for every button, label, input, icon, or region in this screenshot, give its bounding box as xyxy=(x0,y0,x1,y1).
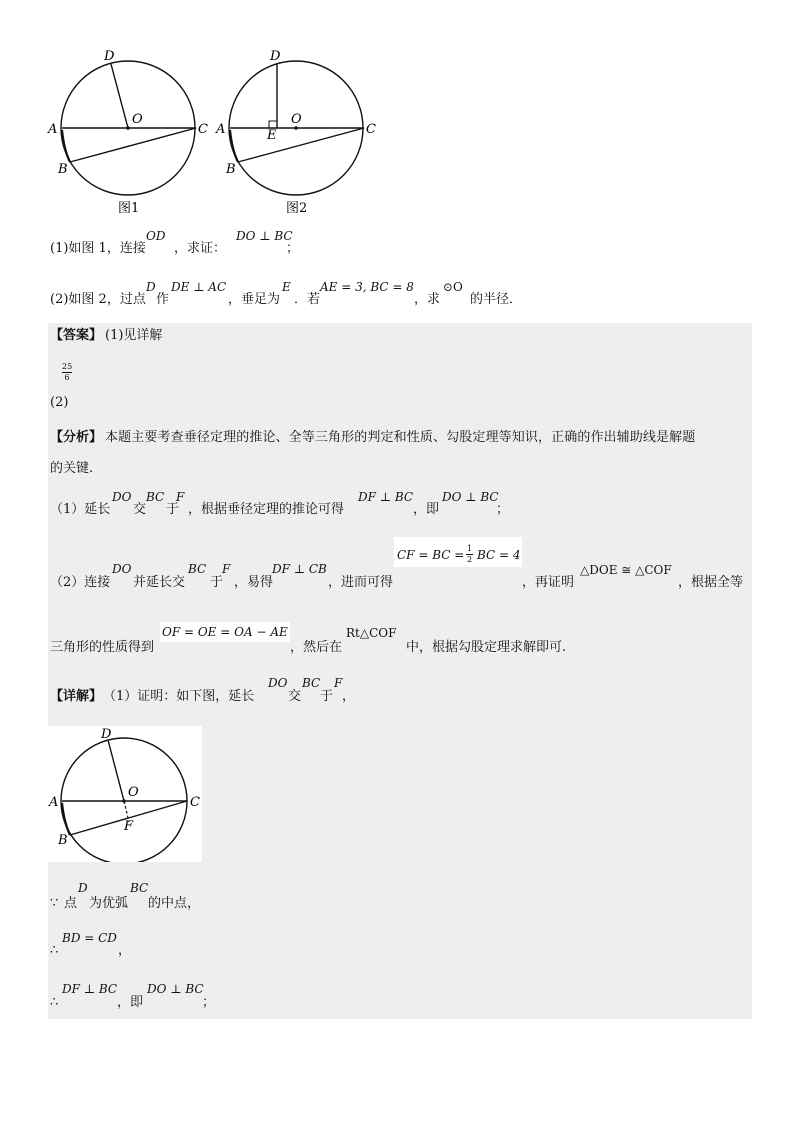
analysis-p1-t4: ，根据垂径定理的推论可得 xyxy=(188,502,345,517)
fig3-label-b: B xyxy=(58,833,68,848)
q1-text-b: ，求证： xyxy=(174,241,227,256)
detail-t3: 于 xyxy=(320,689,334,704)
q1-math-b: DO ⊥ BC xyxy=(236,229,293,243)
fig2-caption: 图2 xyxy=(286,201,308,216)
detail-s1-t3: 的中点， xyxy=(148,896,201,911)
detail-s3-t1: ，即 xyxy=(117,995,144,1010)
analysis-p2-m5a: CF = BC = xyxy=(397,548,465,562)
fig3-label-a: A xyxy=(49,795,59,810)
analysis-p2-t10: 中，根据勾股定理求解即可. xyxy=(406,640,567,655)
fig1-label-b: B xyxy=(58,162,68,177)
analysis-p2-half xyxy=(466,544,473,565)
fig2-label-c: C xyxy=(366,122,376,137)
analysis-p1-t2: 交 xyxy=(133,502,147,517)
detail-s3-t2: ； xyxy=(202,995,216,1010)
analysis-p2-m7: OF = OE = OA − AE xyxy=(162,625,288,639)
fig3-label-d: D xyxy=(101,727,112,742)
analysis-p1-t6: ； xyxy=(496,502,510,517)
fig2-label-e: E xyxy=(267,128,277,143)
analysis-p1-t5: ，即 xyxy=(413,502,440,517)
analysis-p2-t3: 于 xyxy=(210,575,224,590)
q2-math-b: DE ⊥ AC xyxy=(171,280,227,294)
detail-m3: F xyxy=(334,676,343,690)
analysis-p2-m4: DF ⊥ CB xyxy=(272,562,327,576)
detail-m1: DO xyxy=(268,676,288,690)
q2-text-d: ．若 xyxy=(294,292,321,307)
answer-label: 【答案】 xyxy=(50,328,103,343)
analysis-p2-m2: BC xyxy=(188,562,207,576)
analysis-p2-half-num: 1 xyxy=(466,544,473,553)
q2-math-c: E xyxy=(282,280,291,294)
analysis-p2-t9: ，然后在 xyxy=(290,640,343,655)
detail-s1-sym: ∵ xyxy=(50,896,59,911)
detail-m2: BC xyxy=(302,676,321,690)
q2-text-a: (2)如图 2，过点 xyxy=(50,292,146,307)
fig2-label-d: D xyxy=(270,49,281,64)
analysis-p1-t3: 于 xyxy=(166,502,180,517)
q1-math-a: OD xyxy=(146,229,166,243)
q2-text-e: ，求 xyxy=(414,292,441,307)
fig1-caption: 图1 xyxy=(118,201,140,216)
analysis-p2-t7: ，根据全等 xyxy=(678,575,744,590)
detail-s1-m1: D xyxy=(78,881,88,895)
analysis-line1: 本题主要考查垂径定理的推论、全等三角形的判定和性质、勾股定理等知识，正确的作出辅助线是解题 xyxy=(105,430,696,445)
figure-2 xyxy=(208,40,388,220)
detail-label: 【详解】 xyxy=(50,689,103,704)
q2-text-b: 作 xyxy=(156,292,170,307)
analysis-p1-t1: （1）延长 xyxy=(50,502,111,517)
detail-s3-m2: DO ⊥ BC xyxy=(147,982,204,996)
analysis-p2-t6: ，再证明 xyxy=(522,575,575,590)
fig3-label-c: C xyxy=(190,795,200,810)
q1-text-a: (1)如图 1，连接 xyxy=(50,241,146,256)
answer-fraction xyxy=(62,362,72,383)
q1-text-c: ； xyxy=(286,241,300,256)
detail-s3-sym: ∴ xyxy=(50,995,59,1010)
detail-s2-sym: ∴ xyxy=(50,943,59,958)
analysis-line2: 的关键. xyxy=(50,461,94,476)
analysis-p2-t1: （2）连接 xyxy=(50,575,111,590)
q2-math-a: D xyxy=(146,280,156,294)
q2-text-f: 的半径． xyxy=(470,292,523,307)
analysis-p2-m5b: BC = 4 xyxy=(477,548,521,562)
figure-1 xyxy=(40,40,220,220)
fig2-label-o: O xyxy=(291,112,302,127)
analysis-p2-t5: ，进而可得 xyxy=(328,575,394,590)
fig2-label-b: B xyxy=(226,162,236,177)
answer-fraction-num: 25 xyxy=(62,362,73,371)
fig3-label-f: F xyxy=(124,819,134,834)
fig2-label-a: A xyxy=(216,122,226,137)
detail-t1: （1）证明：如下图，延长 xyxy=(103,689,255,704)
analysis-p1-m5: DO ⊥ BC xyxy=(442,490,499,504)
fig1-label-d: D xyxy=(104,49,115,64)
analysis-p2-m6: △DOE ≅ △COF xyxy=(580,563,672,577)
figure-3 xyxy=(48,726,202,862)
q2-math-d: AE = 3, BC = 8 xyxy=(320,280,414,294)
detail-s2-t1: ， xyxy=(118,943,132,958)
analysis-label: 【分析】 xyxy=(50,430,103,445)
detail-t4: ， xyxy=(342,689,356,704)
fig3-label-o: O xyxy=(128,785,139,800)
detail-s1-t1: 点 xyxy=(64,896,78,911)
analysis-p2-t8: 三角形的性质得到 xyxy=(50,640,155,655)
analysis-p2-m3: F xyxy=(222,562,231,576)
analysis-p1-m1: DO xyxy=(112,490,132,504)
analysis-p1-m3: F xyxy=(176,490,185,504)
fig1-label-a: A xyxy=(48,122,58,137)
fig1-label-c: C xyxy=(198,122,208,137)
detail-t2: 交 xyxy=(288,689,302,704)
answer-part2-label: (2) xyxy=(50,395,69,410)
detail-s3-m1: DF ⊥ BC xyxy=(62,982,118,996)
analysis-p2-t2: 并延长交 xyxy=(133,575,186,590)
analysis-p2-t4: ，易得 xyxy=(234,575,274,590)
detail-s2-m1: BD = CD xyxy=(62,931,117,945)
detail-s1-m2: BC xyxy=(130,881,149,895)
fig1-label-o: O xyxy=(132,112,143,127)
q2-math-e: ⊙O xyxy=(443,280,463,294)
analysis-p1-m2: BC xyxy=(146,490,165,504)
answer-fraction-den: 6 xyxy=(64,373,70,382)
analysis-p2-m8: Rt△COF xyxy=(346,626,397,640)
detail-s1-t2: 为优弧 xyxy=(89,896,129,911)
answer-part1: (1)见详解 xyxy=(105,328,163,343)
analysis-p2-m1: DO xyxy=(112,562,132,576)
analysis-p1-m4: DF ⊥ BC xyxy=(358,490,414,504)
solution-panel xyxy=(48,323,752,1019)
analysis-p2-half-den: 2 xyxy=(466,555,473,564)
q2-text-c: ，垂足为 xyxy=(228,292,281,307)
